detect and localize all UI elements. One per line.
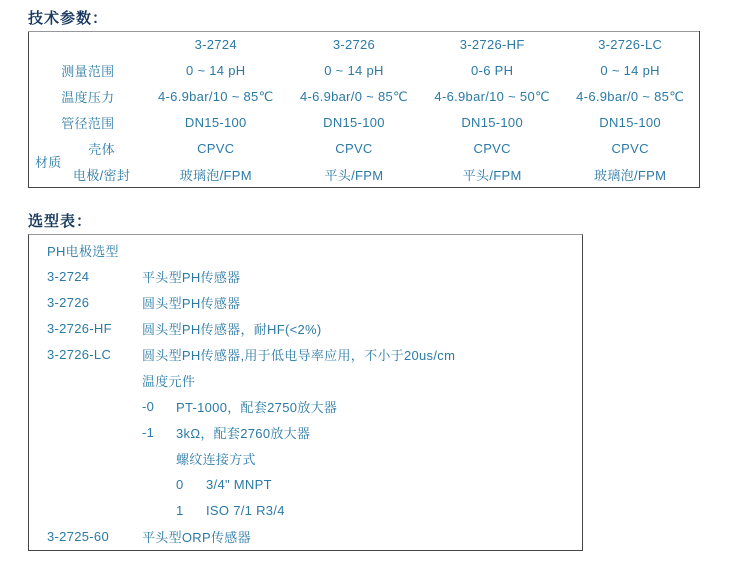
table-row-electrode-seal <box>29 162 700 188</box>
item-desc: 圆头型PH传感器，耐HF(<2%) <box>142 321 322 337</box>
cell: 平头/FPM <box>462 167 522 183</box>
empty-corner-cell <box>29 32 147 58</box>
list-item-thread-option-1 <box>29 497 582 523</box>
list-item-thread-option-0 <box>29 471 582 497</box>
item-desc: 圆头型PH传感器 <box>142 295 241 311</box>
item-code: 3-2726 <box>47 294 90 310</box>
item-code: PH电极选型 <box>47 243 119 259</box>
table-row-temp-pressure <box>29 84 700 110</box>
item-desc: 平头型ORP传感器 <box>142 529 251 545</box>
column-header: 3-2726-HF <box>459 37 525 53</box>
selection-table <box>28 234 583 551</box>
list-item-3-2726 <box>29 289 582 315</box>
cell: 0 ~ 14 pH <box>600 63 660 78</box>
list-item-temp-option-1 <box>29 419 582 445</box>
list-item-3-2725-60 <box>29 523 582 549</box>
item-code: -0 <box>142 398 155 414</box>
item-code: -1 <box>142 424 155 440</box>
cell: DN15-100 <box>599 115 661 130</box>
table-row-measuring-range <box>29 58 700 84</box>
cell: 玻璃泡/FPM <box>179 167 252 183</box>
list-item-ph-electrode-header <box>29 237 582 263</box>
list-item-3-2724 <box>29 263 582 289</box>
sub-section-label: 螺纹连接方式 <box>176 451 256 467</box>
tech-parameters-table <box>28 31 700 188</box>
list-item-3-2726-hf <box>29 315 582 341</box>
item-code: 3-2726-LC <box>47 346 112 362</box>
cell: DN15-100 <box>461 115 523 130</box>
cell: 平头/FPM <box>324 167 384 183</box>
cell: 0 ~ 14 pH <box>186 63 246 78</box>
row-label: 壳体 <box>88 142 115 157</box>
row-label: 测量范围 <box>61 64 115 79</box>
row-label: 温度压力 <box>61 90 115 105</box>
cell: 4-6.9bar/0 ~ 85℃ <box>576 88 685 104</box>
sub-section-label: 温度元件 <box>142 373 196 389</box>
cell: 4-6.9bar/0 ~ 85℃ <box>299 88 408 104</box>
list-item-temp-option-0 <box>29 393 582 419</box>
item-code: 3-2724 <box>47 268 90 284</box>
item-code: 0 <box>176 476 184 492</box>
row-label: 管径范围 <box>61 116 115 131</box>
column-header: 3-2724 <box>194 37 237 53</box>
item-code: 3-2726-HF <box>47 320 112 336</box>
table-row-pipe-range <box>29 110 700 136</box>
row-label: 电极/密封 <box>73 167 131 183</box>
column-header: 3-2726 <box>332 37 376 53</box>
item-desc: 圆头型PH传感器,用于低电导率应用，不小于20us/cm <box>142 347 456 363</box>
item-code: 3-2725-60 <box>47 528 109 544</box>
material-group-label: 材质 <box>35 154 62 170</box>
list-item-temperature-element-header <box>29 367 582 393</box>
cell: 玻璃泡/FPM <box>594 167 667 183</box>
item-desc: 3/4" MNPT <box>206 476 272 492</box>
tech-section-title: 技术参数： <box>28 10 109 27</box>
cell: 4-6.9bar/10 ~ 85℃ <box>158 88 274 104</box>
cell: CPVC <box>197 141 235 156</box>
cell: CPVC <box>335 141 373 156</box>
table-row-shell-material <box>29 136 700 162</box>
cell: 4-6.9bar/10 ~ 50℃ <box>434 88 550 104</box>
item-desc: 平头型PH传感器 <box>142 269 241 285</box>
list-item-3-2726-lc <box>29 341 582 367</box>
cell: CPVC <box>473 141 511 156</box>
cell: 0-6 PH <box>471 63 514 78</box>
cell: DN15-100 <box>323 115 385 130</box>
tech-header-row <box>29 32 700 58</box>
cell: DN15-100 <box>184 115 247 130</box>
column-header: 3-2726-LC <box>598 37 663 53</box>
list-item-thread-connection-header <box>29 445 582 471</box>
item-desc: ISO 7/1 R3/4 <box>206 502 285 518</box>
item-desc: 3kΩ，配套2760放大器 <box>176 425 311 441</box>
selection-section-title: 选型表： <box>28 213 93 230</box>
item-code: 1 <box>176 502 184 518</box>
item-desc: PT-1000，配套2750放大器 <box>176 399 338 415</box>
cell: 0 ~ 14 pH <box>324 63 384 78</box>
cell: CPVC <box>611 141 649 156</box>
